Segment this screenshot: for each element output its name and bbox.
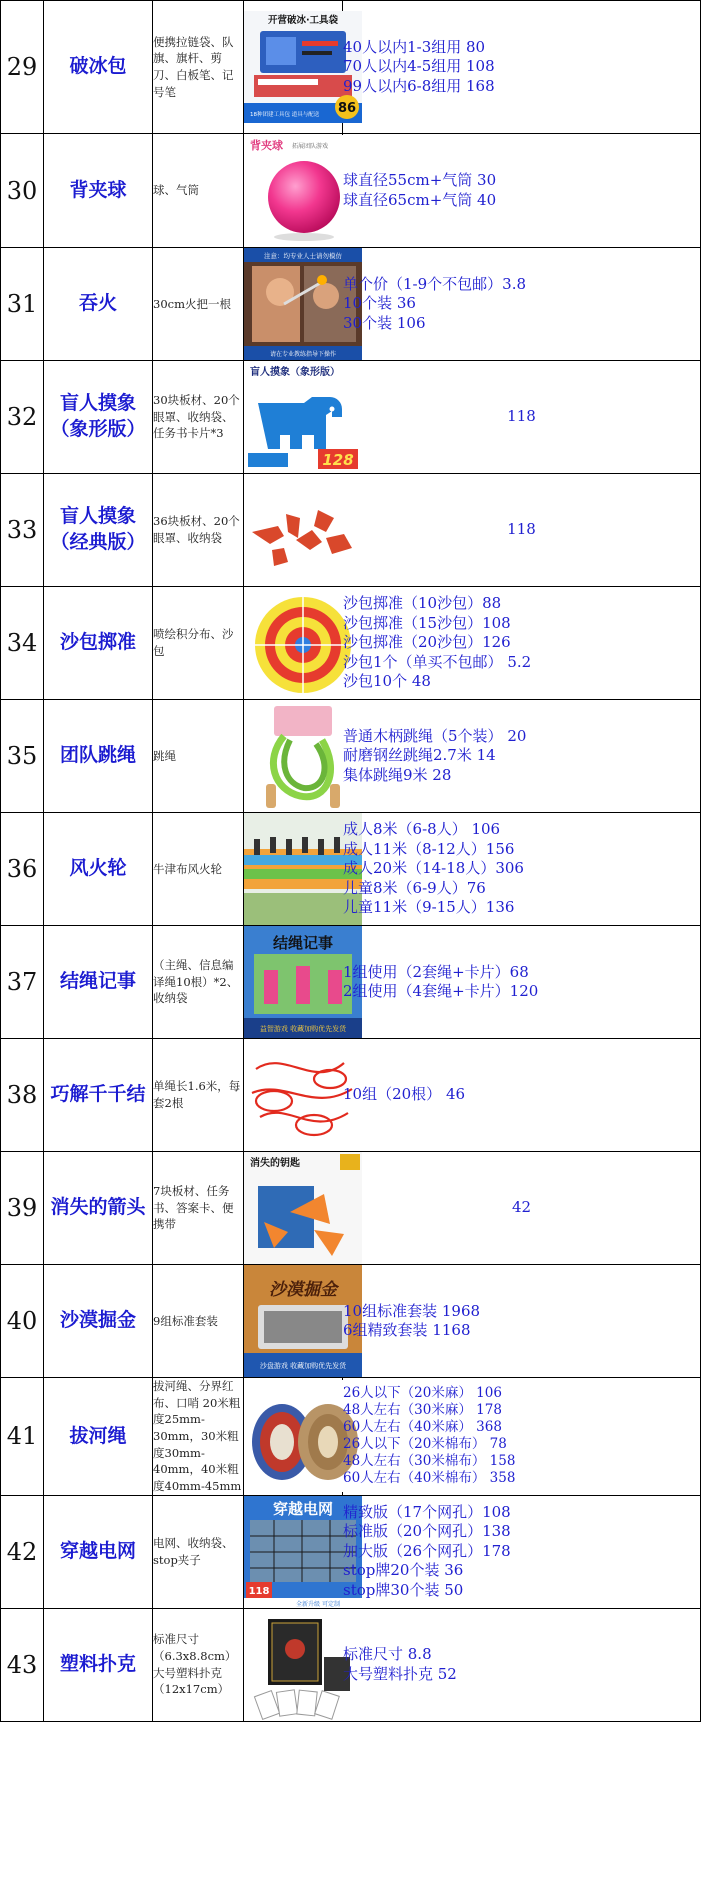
price-line: 10组（20根） 46 xyxy=(343,1085,466,1104)
table-row xyxy=(1,1265,701,1378)
price-line: stop牌30个装 50 xyxy=(343,1580,464,1599)
price-line: 沙包10个 48 xyxy=(343,672,431,691)
item-number: 32 xyxy=(1,361,44,474)
table-row xyxy=(1,926,701,1039)
price-line: 40人以内1-3组用 80 xyxy=(343,37,486,56)
price-list xyxy=(343,1265,701,1378)
item-name: 破冰包 xyxy=(44,1,153,134)
item-name: 沙漠掘金 xyxy=(44,1265,153,1378)
item-image-cell xyxy=(244,813,343,926)
item-name: 塑料扑克 xyxy=(44,1608,153,1721)
price-line: 2组使用（4套绳+卡片）120 xyxy=(343,982,539,1000)
item-contents: 牛津布风火轮 xyxy=(153,813,244,926)
item-contents: 36块板材、20个眼罩、收纳袋 xyxy=(153,474,244,587)
price-list xyxy=(343,1152,701,1265)
price-line: 26人以下（20米棉布） 78 xyxy=(343,1436,507,1453)
item-contents: 电网、收纳袋、stop夹子 xyxy=(153,1495,244,1608)
price-line: stop牌20个装 36 xyxy=(343,1561,464,1580)
item-name: 盲人摸象（象形版） xyxy=(44,361,153,474)
item-number: 31 xyxy=(1,248,44,361)
price-list xyxy=(343,1,701,134)
item-number: 37 xyxy=(1,926,44,1039)
item-number: 42 xyxy=(1,1495,44,1608)
item-number: 29 xyxy=(1,1,44,134)
price-list xyxy=(343,700,701,813)
price-line: 70人以内4-5组用 108 xyxy=(343,57,495,76)
table-row xyxy=(1,813,701,926)
item-image-cell xyxy=(244,1039,343,1152)
price-list xyxy=(343,248,701,361)
price-line: 儿童8米（6-9人）76 xyxy=(343,878,486,897)
price-line: 26人以下（20米麻） 106 xyxy=(343,1385,502,1402)
price-line: 60人左右（40米棉布） 358 xyxy=(343,1470,516,1487)
table-row xyxy=(1,134,701,248)
price-list xyxy=(343,1495,701,1608)
item-name: 拔河绳 xyxy=(44,1378,153,1496)
item-contents: 30cm火把一根 xyxy=(153,248,244,361)
price-line: 118 xyxy=(507,407,536,426)
price-line: 成人8米（6-8人） 106 xyxy=(343,820,501,839)
table-row xyxy=(1,474,701,587)
table-row xyxy=(1,1608,701,1721)
item-image-cell xyxy=(244,1495,343,1608)
item-name: 消失的箭头 xyxy=(44,1152,153,1265)
price-line: 加大版（26个网孔）178 xyxy=(343,1541,511,1560)
price-line: 6组精致套装 1168 xyxy=(343,1321,471,1339)
item-number: 41 xyxy=(1,1378,44,1496)
table-row xyxy=(1,1,701,134)
item-number: 35 xyxy=(1,700,44,813)
price-line: 沙包1个（单买不包邮） 5.2 xyxy=(343,652,532,671)
item-contents: 标准尺寸（6.3x8.8cm）大号塑料扑克（12x17cm） xyxy=(153,1608,244,1721)
item-contents: 球、气筒 xyxy=(153,134,244,248)
item-contents: 30块板材、20个眼罩、收纳袋、任务书卡片*3 xyxy=(153,361,244,474)
table-row xyxy=(1,361,701,474)
price-list xyxy=(343,813,701,926)
item-contents: 9组标准套装 xyxy=(153,1265,244,1378)
item-image-cell xyxy=(244,926,347,1039)
thumb-caption: 沙漠掘金 xyxy=(269,1280,337,1300)
price-line: 标准尺寸 8.8 xyxy=(343,1645,432,1664)
price-line: 集体跳绳9米 28 xyxy=(343,765,452,784)
item-name: 背夹球 xyxy=(44,134,153,248)
item-number: 33 xyxy=(1,474,44,587)
price-line: 标准版（20个网孔）138 xyxy=(343,1522,511,1541)
item-number: 34 xyxy=(1,587,44,700)
item-contents: 喷绘积分布、沙包 xyxy=(153,587,244,700)
item-contents: 跳绳 xyxy=(153,700,244,813)
item-name: 穿越电网 xyxy=(44,1495,153,1608)
thumb-footer: 益智游戏 收藏加购优先发货 xyxy=(259,1025,347,1033)
price-line: 普通木柄跳绳（5个装） 20 xyxy=(343,726,527,745)
price-line: 耐磨钢丝跳绳2.7米 14 xyxy=(343,746,496,765)
item-name: 风火轮 xyxy=(44,813,153,926)
thumb-footer: 沙盘游戏 收藏加购优先发货 xyxy=(259,1362,347,1370)
thumb-caption: 背夹球 xyxy=(250,138,283,152)
price-line: 48人左右（30米麻） 178 xyxy=(343,1402,502,1419)
price-line: 沙包掷准（10沙包）88 xyxy=(343,594,502,613)
price-list xyxy=(343,474,701,587)
item-contents: （主绳、信息编译绳10根）*2、收纳袋 xyxy=(153,926,244,1039)
thumb-caption: 盲人摸象（象形版） xyxy=(250,367,340,378)
table-row xyxy=(1,1152,701,1265)
item-image-cell xyxy=(244,1608,343,1721)
item-contents: 拔河绳、分界红布、口哨 20米粗度25mm-30mm，30米粗度30mm-40mm，40米粗度40mm-45mm xyxy=(153,1378,244,1496)
item-image-cell xyxy=(244,1378,343,1496)
thumb-footer: 18种团建工具包 道具与配送 xyxy=(250,112,320,118)
price-list xyxy=(343,134,701,248)
price-list xyxy=(343,1039,701,1152)
price-line: 30个装 106 xyxy=(343,313,426,332)
item-number: 43 xyxy=(1,1608,44,1721)
item-number: 40 xyxy=(1,1265,44,1378)
item-name: 吞火 xyxy=(44,248,153,361)
item-image-cell xyxy=(244,587,343,700)
item-image-cell xyxy=(244,248,343,361)
puzzle-pieces-icon xyxy=(244,474,362,586)
item-image-cell xyxy=(244,1152,343,1265)
table-row xyxy=(1,700,701,813)
price-list xyxy=(343,587,701,700)
price-line: 球直径55cm+气筒 30 xyxy=(343,171,497,189)
item-name: 巧解千千结 xyxy=(44,1039,153,1152)
table-row xyxy=(1,1495,701,1608)
price-line: 99人以内6-8组用 168 xyxy=(343,76,495,95)
thumb-caption: 注意：均专业人士请勿模仿 xyxy=(264,252,342,260)
elephant-puzzle-icon xyxy=(244,361,362,473)
table-row xyxy=(1,248,701,361)
svg-text:拓展团队游戏: 拓展团队游戏 xyxy=(292,142,329,150)
price-badge: 118 xyxy=(248,1585,270,1597)
item-number: 39 xyxy=(1,1152,44,1265)
item-contents: 便携拉链袋、队旗、旗杆、剪刀、白板笔、记号笔 xyxy=(153,1,244,134)
price-line: 1组使用（2套绳+卡片）68 xyxy=(343,962,529,981)
item-number: 36 xyxy=(1,813,44,926)
item-image-cell xyxy=(244,700,343,813)
price-line: 48人左右（30米棉布） 158 xyxy=(343,1453,516,1470)
price-badge: 86 xyxy=(337,101,357,116)
thumb-footer: 请在专业教练指导下操作 xyxy=(269,351,337,358)
price-line: 精致版（17个网孔）108 xyxy=(343,1502,511,1521)
item-image-cell xyxy=(244,474,343,587)
item-contents: 7块板材、任务书、答案卡、便携带 xyxy=(153,1152,244,1265)
item-number: 38 xyxy=(1,1039,44,1152)
price-line: 单个价（1-9个不包邮）3.8 xyxy=(343,274,527,293)
table-row xyxy=(1,1039,701,1152)
item-number: 30 xyxy=(1,134,44,248)
price-line: 成人11米（8-12人）156 xyxy=(343,839,515,858)
thumb-footer: 全新升级 可定制 xyxy=(296,1600,340,1608)
price-badge: 128 xyxy=(322,451,354,469)
price-list xyxy=(343,361,701,474)
item-image-cell xyxy=(244,1,357,134)
price-line: 60人左右（40米麻） 368 xyxy=(343,1419,502,1436)
price-line: 儿童11米（9-15人）136 xyxy=(343,898,515,917)
price-line: 沙包掷准（15沙包）108 xyxy=(343,613,511,632)
thumb-caption: 穿越电网 xyxy=(272,1499,334,1518)
price-list xyxy=(343,1378,701,1496)
item-name: 团队跳绳 xyxy=(44,700,153,813)
item-contents: 单绳长1.6米，每套2根 xyxy=(153,1039,244,1152)
item-image-cell xyxy=(244,1265,347,1378)
price-line: 成人20米（14-18人）306 xyxy=(343,859,524,878)
thumb-caption: 开营破冰·工具袋 xyxy=(267,15,339,26)
item-name: 盲人摸象（经典版） xyxy=(44,474,153,587)
item-image-cell xyxy=(244,361,354,474)
price-line: 球直径65cm+气筒 40 xyxy=(343,190,497,209)
price-line: 大号塑料扑克 52 xyxy=(343,1664,457,1683)
price-line: 沙包掷准（20沙包）126 xyxy=(343,633,511,652)
price-line: 10个装 36 xyxy=(343,294,416,313)
price-line: 42 xyxy=(511,1198,532,1217)
table-row xyxy=(1,1378,701,1496)
thumb-caption: 结绳记事 xyxy=(272,934,334,952)
price-line: 118 xyxy=(507,520,536,539)
item-image-cell xyxy=(244,134,343,248)
price-line: 10组标准套装 1968 xyxy=(343,1301,481,1320)
price-list xyxy=(343,926,701,1039)
table-row xyxy=(1,587,701,700)
price-list xyxy=(343,1608,701,1721)
thumb-caption: 消失的钥匙 xyxy=(250,1158,300,1169)
item-name: 结绳记事 xyxy=(44,926,153,1039)
item-name: 沙包掷准 xyxy=(44,587,153,700)
arrow-kit-icon xyxy=(244,1152,362,1264)
